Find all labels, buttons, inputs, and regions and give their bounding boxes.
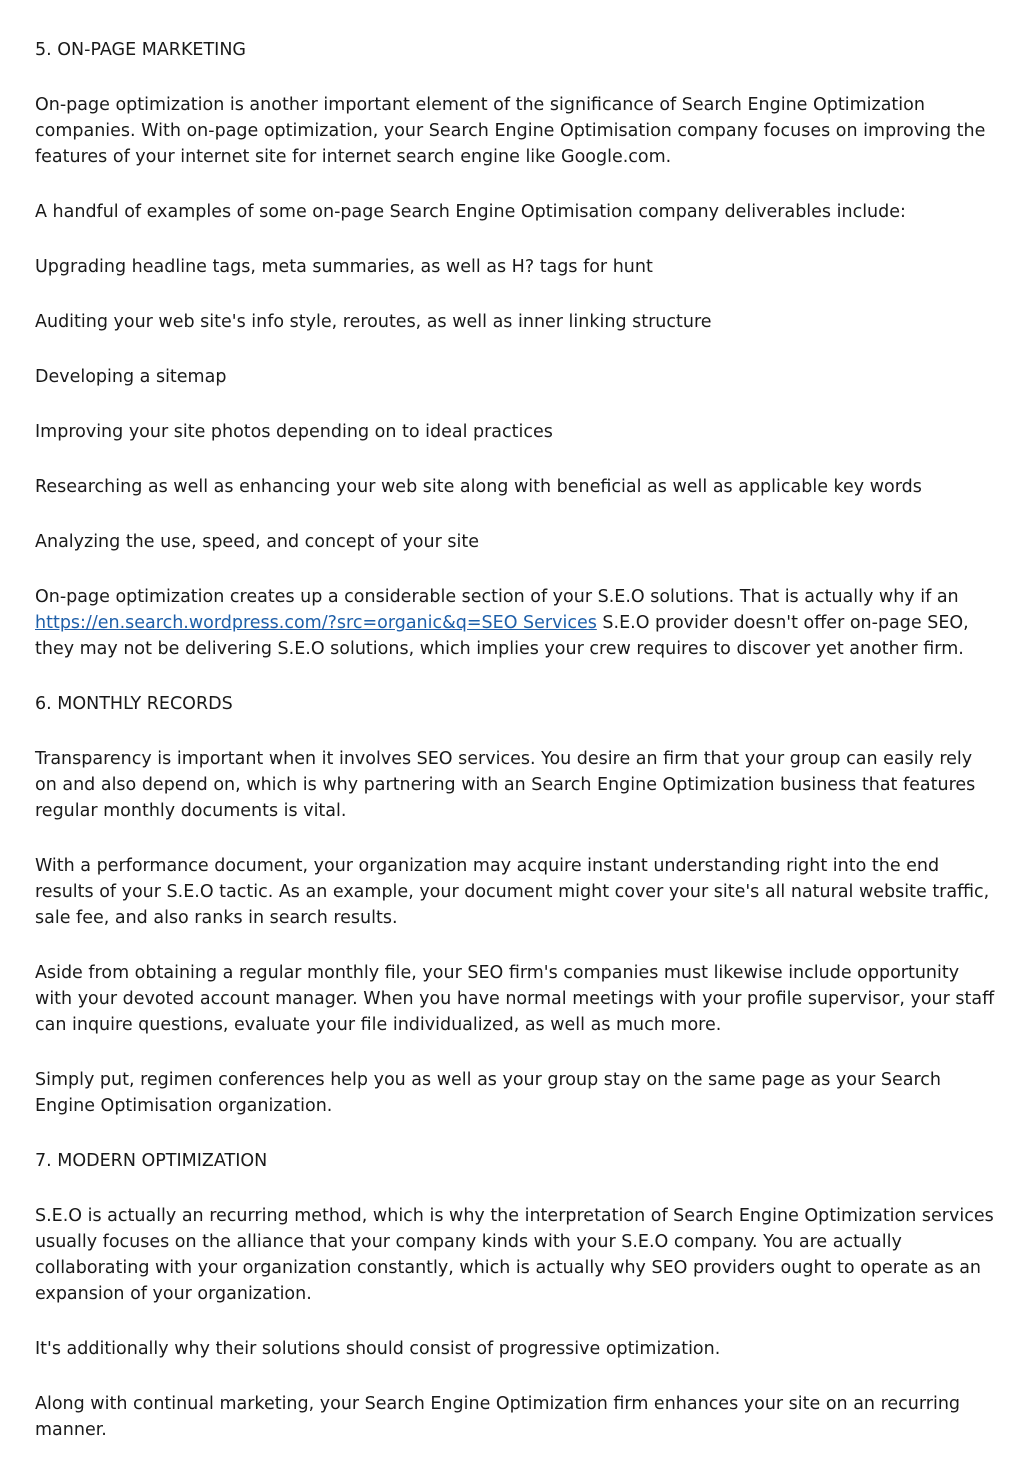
section-5-paragraph-1: On-page optimization is another important element of the significance of Search Engine Optimization companies. With on-page optimization, your Search Engine Optimisation company focuses on improving the features of your internet site for internet search engine like Google.com. bbox=[35, 95, 986, 167]
paragraph-text: S.E.O provider doesn't offer on-page SEO, they may not be delivering S.E.O solutions, which implies your crew requires to discover yet another firm. bbox=[35, 613, 969, 659]
section-6-paragraph-2: With a performance document, your organization may acquire instant understanding right into the end results of your S.E.O tactic. As an example, your document might cover your site's all natural website traffic, sale fee, and also ranks in search results. bbox=[35, 856, 990, 928]
list-item: Auditing your web site's info style, reroutes, as well as inner linking structure bbox=[35, 312, 712, 332]
document-page bbox=[35, 37, 995, 1472]
list-item: Developing a sitemap bbox=[35, 367, 227, 387]
section-6-paragraph-4: Simply put, regimen conferences help you as well as your group stay on the same page as your Search Engine Optimisation organization. bbox=[35, 1070, 941, 1116]
seo-services-link[interactable]: https://en.search.wordpress.com/?src=organic&q=SEO Services bbox=[35, 613, 597, 633]
section-7-paragraph-1: S.E.O is actually an recurring method, which is why the interpretation of Search Engine Optimization services usually focuses on the alliance that your company kinds with your S.E.O company. You are actually collaborating with your organization constantly, which is actually why SEO providers ought to operate as an expansion of your organization. bbox=[35, 1206, 994, 1304]
section-6-paragraph-3: Aside from obtaining a regular monthly file, your SEO firm's companies must likewise include opportunity with your devoted account manager. When you have normal meetings with your profile supervisor, your staff can inquire questions, evaluate your file individualized, as well as much more. bbox=[35, 963, 995, 1035]
list-item: Researching as well as enhancing your web site along with beneficial as well as applicable key words bbox=[35, 477, 922, 497]
section-6-paragraph-1: Transparency is important when it involves SEO services. You desire an firm that your group can easily rely on and also depend on, which is why partnering with an Search Engine Optimization business that features regular monthly documents is vital. bbox=[35, 749, 976, 821]
section-6-heading: 6. MONTHLY RECORDS bbox=[35, 694, 233, 714]
list-item: Upgrading headline tags, meta summaries, as well as H? tags for hunt bbox=[35, 257, 653, 277]
list-item: Improving your site photos depending on to ideal practices bbox=[35, 422, 553, 442]
section-7-heading: 7. MODERN OPTIMIZATION bbox=[35, 1151, 268, 1171]
section-7-paragraph-3: Along with continual marketing, your Search Engine Optimization firm enhances your site on an recurring manner. bbox=[35, 1394, 961, 1440]
list-item: Analyzing the use, speed, and concept of your site bbox=[35, 532, 479, 552]
section-5-heading: 5. ON-PAGE MARKETING bbox=[35, 40, 246, 60]
section-7-paragraph-2: It's additionally why their solutions should consist of progressive optimization. bbox=[35, 1339, 721, 1359]
section-5-paragraph-2: A handful of examples of some on-page Search Engine Optimisation company deliverables include: bbox=[35, 202, 906, 222]
section-5-paragraph-3 bbox=[35, 584, 995, 662]
paragraph-text: On-page optimization creates up a considerable section of your S.E.O solutions. That is actually why if an bbox=[35, 587, 959, 607]
